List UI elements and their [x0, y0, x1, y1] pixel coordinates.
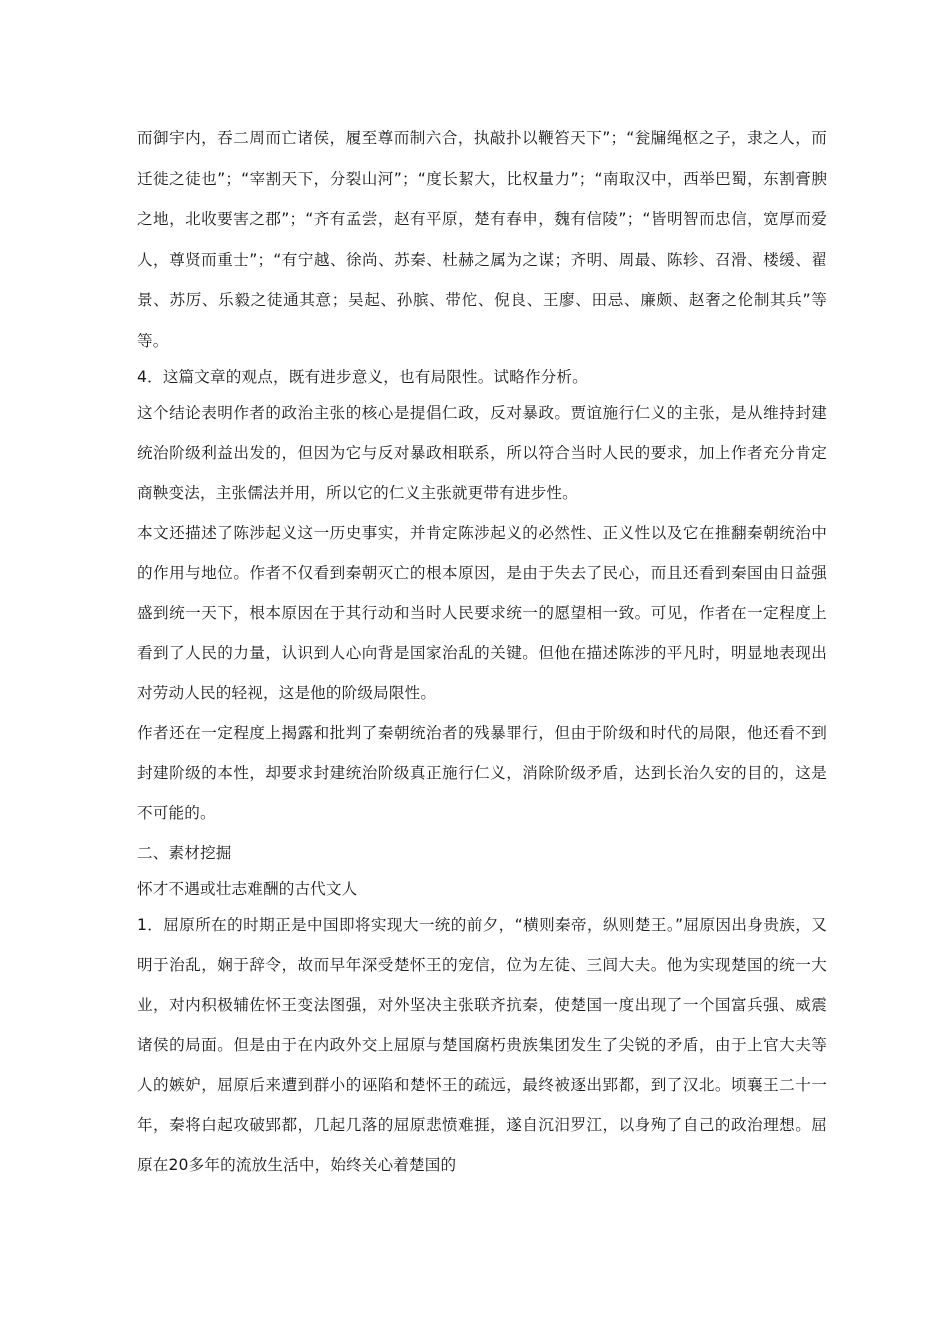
section-heading: 二、素材挖掘: [137, 844, 232, 862]
subsection-heading: 怀才不遇或壮志难酬的古代文人: [137, 880, 358, 898]
analysis-paragraph-3: 作者还在一定程度上揭露和批判了秦朝统治者的残暴罪行，但由于阶级和时代的局限，他还看不到封建阶级的本性，却要求封建统治阶级真正施行仁义，消除阶级矛盾，达到长治久安的目的，这是不可能的。: [137, 724, 827, 822]
analysis-paragraph-1: 这个结论表明作者的政治主张的核心是提倡仁政，反对暴政。贾谊施行仁义的主张，是从维持封建统治阶级利益出发的，但因为它与反对暴政相联系，所以符合当时人民的要求，加上作者充分肯定商鞅变法，主张儒法并用，所以它的仁义主张就更带有进步性。: [137, 404, 827, 502]
analysis-paragraph-2: 本文还描述了陈涉起义这一历史事实，并肯定陈涉起义的必然性、正义性以及它在推翻秦朝统治中的作用与地位。作者不仅看到秦朝灭亡的根本原因，是由于失去了民心，而且还看到秦国由日益强盛到统一天下，根本原因在于其行动和当时人民要求统一的愿望相一致。可见，作者在一定程度上看到了人民的力量，认识到人心向背是国家治乱的关键。但他在描述陈涉的平凡时，明显地表现出对劳动人民的轻视，这是他的阶级局限性。: [137, 524, 827, 702]
question-heading: 4．这篇文章的观点，既有进步意义，也有局限性。试略作分析。: [137, 368, 588, 386]
quote-paragraph: 而御宇内，吞二周而亡诸侯，履至尊而制六合，执敲扑以鞭笞天下”；“瓮牖绳枢之子，隶之人，而迁徙之徒也”；“宰割天下，分裂山河”；“度长絜大，比权量力”；“南取汉中，西举巴蜀，东割膏腴之地，北收要害之郡”；“齐有孟尝，赵有平原，楚有春申，魏有信陵”；“皆明智而忠信，宽厚而爱人，尊贤而重士”；“有宁越、徐尚、苏秦、杜赫之属为之谋；齐明、周最、陈轸、召滑、楼缓、翟景、苏厉、乐毅之徒通其意；吴起、孙膑、带佗、倪良、王廖、田忌、廉颇、赵奢之伦制其兵”等等。: [137, 129, 827, 350]
document-body: [137, 118, 827, 1185]
qu-yuan-paragraph: 1．屈原所在的时期正是中国即将实现大一统的前夕，“横则秦帝，纵则楚王。”屈原因出身贵族，又明于治乱，娴于辞令，故而早年深受楚怀王的宠信，位为左徒、三闾大夫。他为实现楚国的统一大业，对内积极辅佐怀王变法图强，对外坚决主张联齐抗秦，使楚国一度出现了一个国富兵强、威震诸侯的局面。但是由于在内政外交上屈原与楚国腐朽贵族集团发生了尖锐的矛盾，由于上官大夫等人的嫉妒，屈原后来遭到群小的诬陷和楚怀王的疏远，最终被逐出郢都，到了汉北。顷襄王二十一年，秦将白起攻破郢都，几起几落的屈原悲愤难捱，遂自沉汨罗江，以身殉了自己的政治理想。屈原在20多年的流放生活中，始终关心着楚国的: [137, 916, 827, 1174]
